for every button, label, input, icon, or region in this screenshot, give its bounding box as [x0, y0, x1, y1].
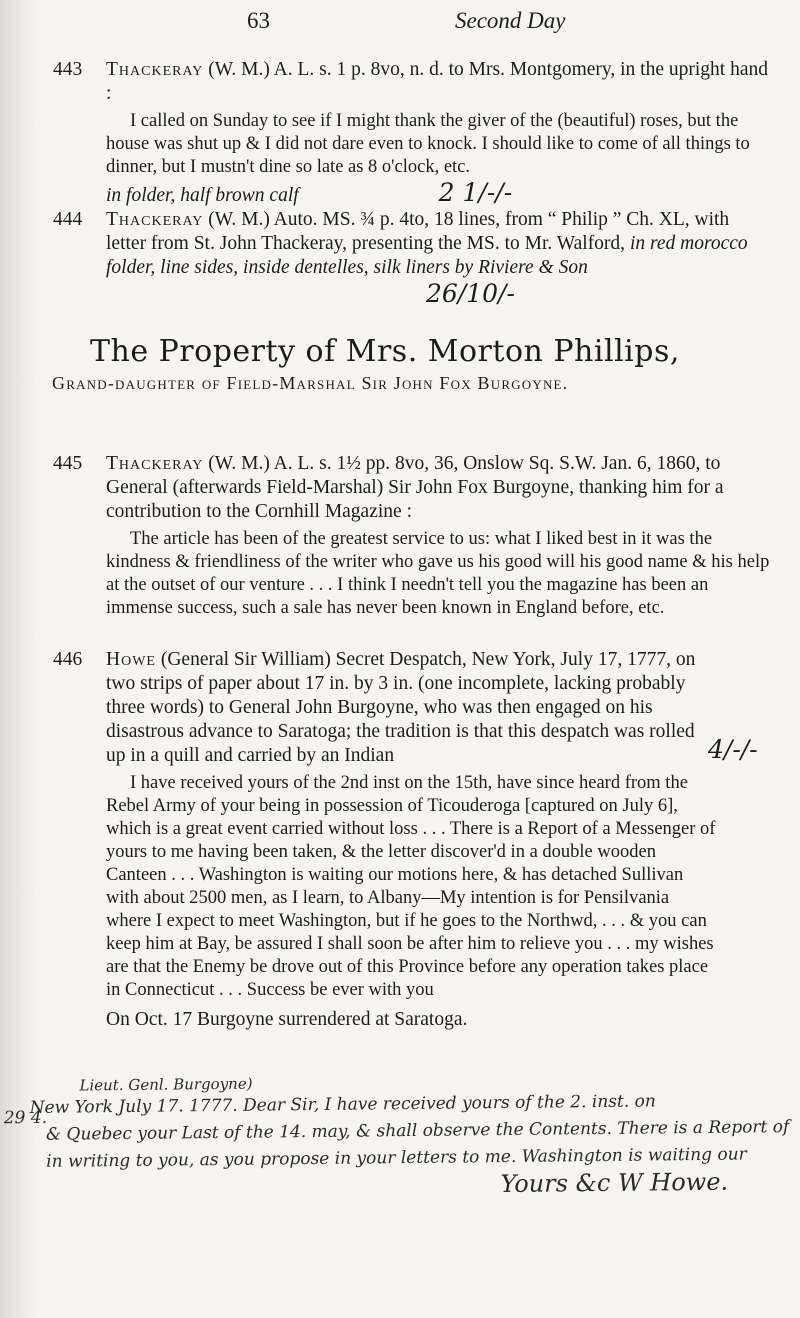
letter-line: & Quebec your Last of the 14. may, & shall observe the Contents. There is a Report of — [45, 1117, 790, 1145]
letter-line: Lieut. Genl. Burgoyne) — [79, 1074, 253, 1095]
lot-binding: in red morocco folder, line sides, inside dentelles, silk liners by Riviere & Son — [106, 233, 748, 278]
lot-author: Thackeray — [106, 209, 204, 230]
lot-author: Howe — [106, 649, 156, 670]
property-title: The Property of Mrs. Morton Phillips, — [90, 334, 680, 369]
letter-line: in writing to you, as you propose in your letters to me. Washington is waiting our — [46, 1144, 747, 1172]
letter-signature: Yours &c W Howe. — [500, 1167, 729, 1199]
letter-line: New York July 17. 1777. Dear Sir, I have received yours of the 2. inst. on — [29, 1091, 656, 1118]
lot-price: 4/-/- — [708, 735, 758, 764]
lot-number: 443 — [53, 59, 83, 80]
lot-author: Thackeray — [106, 453, 204, 474]
lot-description: (General Sir William) Secret Despatch, New York, July 17, 1777, on two strips of paper about 17 in. by 3 in. (one incomplete, lacking probably three words) to General John Burgoyne, who was then engaged on his disastrous advance to Saratoga; the tradition is that this despatch was rolled up in a quill and carried by an Indian — [106, 649, 696, 766]
lot-quote: The article has been of the greatest service to us: what I liked best in it was the kindness & friendliness of the writer who gave us his good will his good name & his help at the outset of our venture . . . I think I needn't tell you the magazine has been an immense success, such a sale has never been known in England before, etc. — [106, 529, 770, 618]
lot-445 — [53, 452, 773, 620]
page-header — [0, 8, 800, 32]
section-title: Second Day — [455, 8, 566, 33]
lot-446 — [53, 648, 773, 1032]
lot-444 — [53, 208, 773, 306]
lot-price: 2 1/-/- — [438, 178, 513, 207]
lot-price: 26/10/- — [426, 279, 515, 308]
letter-side-mark: 29 4. — [3, 1107, 48, 1129]
lot-number: 445 — [53, 453, 83, 474]
lot-description: (W. M.) A. L. s. 1½ pp. 8vo, 36, Onslow Sq. S.W. Jan. 6, 1860, to General (afterwards Field-Marshal) Sir John Fox Burgoyne, thanking him for a contribution to the Cornhill Magazine : — [106, 453, 724, 522]
facsimile-letter — [3, 1069, 790, 1203]
lot-quote: I have received yours of the 2nd inst on the 15th, have since heard from the Rebel Army of your being in possession of Ticouderoga [captured on July 6], which is a great event carried without loss . . . There is a Report of a Messenger of yours to me having been taken, & the letter discover'd in a double wooden Canteen . . . Washington is waiting our motions here, & has detached Sullivan with about 2500 men, as I learn, to Albany—My intention is for Pensilvania where I expect to meet Washington, but if he goes to the Northwd, . . . & you can keep him at Bay, be assured I shall soon be after him to relieve you . . . my wishes are that the Enemy be drove out of this Province before any operation takes place in Connecticut . . . Success be ever with you — [106, 773, 716, 1000]
property-subtitle: Grand-daughter of Field-Marshal Sir John Fox Burgoyne. — [52, 373, 569, 393]
lot-description: (W. M.) Auto. MS. ¾ p. 4to, 18 lines, from “ Philip ” Ch. XL, with letter from St. John Thackeray, presenting the MS. to Mr. Walford, — [106, 209, 730, 254]
lot-number: 446 — [53, 649, 83, 670]
lot-author: Thackeray — [106, 59, 204, 80]
lot-quote: I called on Sunday to see if I might thank the giver of the (beautiful) roses, but the house was shut up & I did not dare even to knock. I should like to come of all things to dinner, but I mustn't dine so late as 8 o'clock, etc. — [106, 111, 750, 177]
lot-note: On Oct. 17 Burgoyne surrendered at Saratoga. — [106, 1009, 468, 1030]
lot-443 — [53, 58, 773, 208]
lot-description: (W. M.) A. L. s. 1 p. 8vo, n. d. to Mrs. Montgomery, in the upright hand : — [106, 59, 768, 104]
page-number: 63 — [247, 8, 270, 33]
lot-number: 444 — [53, 209, 83, 230]
lot-binding: in folder, half brown calf — [106, 185, 299, 206]
